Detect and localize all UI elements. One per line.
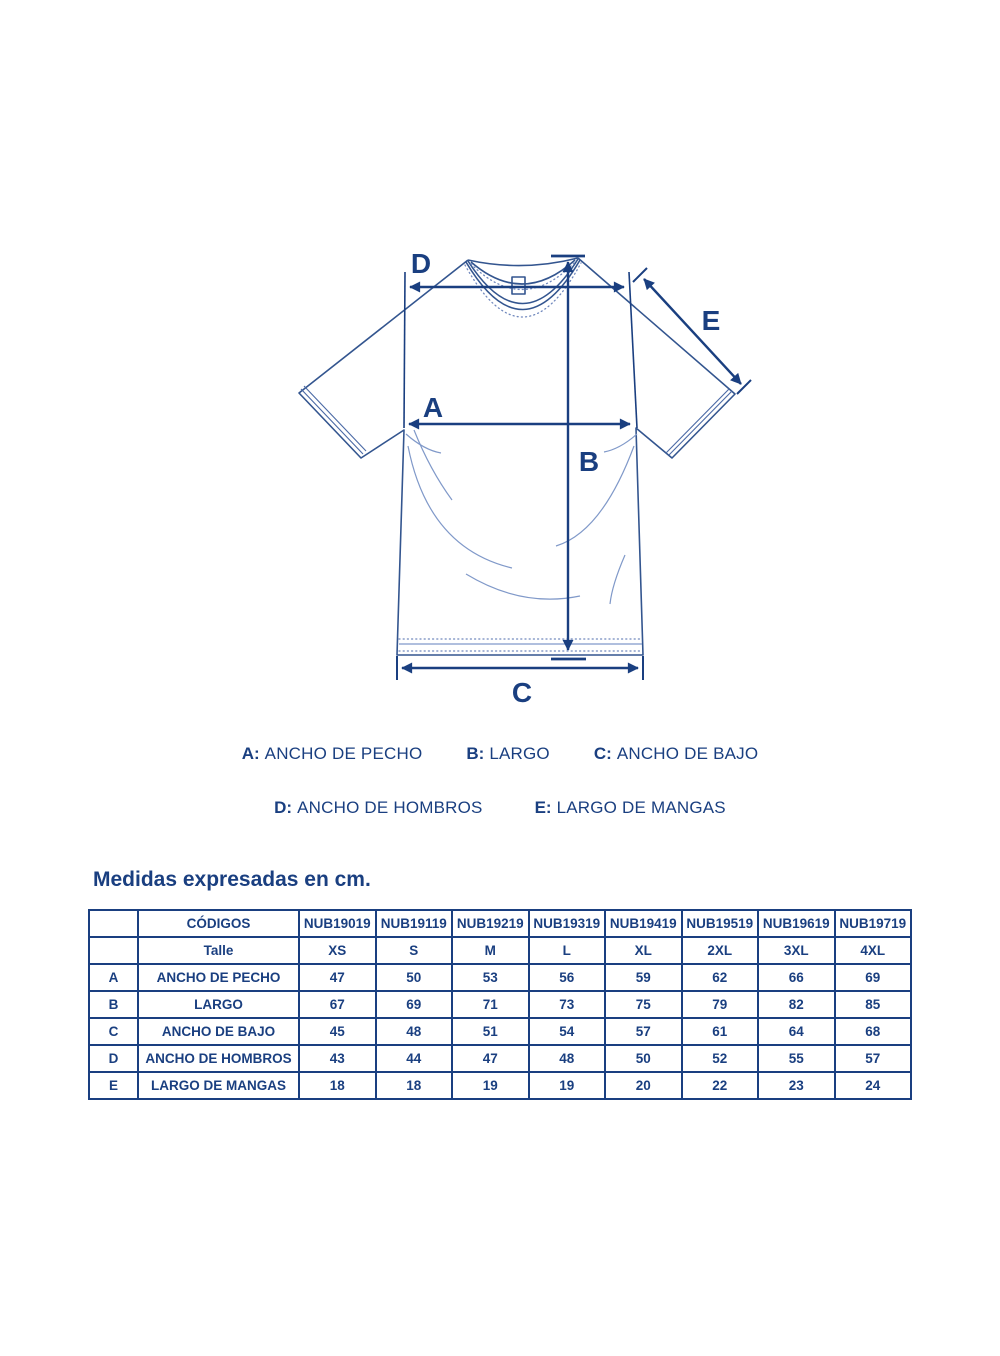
legend-key-a: A: — [241, 744, 260, 763]
value-cell: 85 — [835, 991, 912, 1018]
size-cell: 2XL — [682, 937, 759, 964]
codes-header: CÓDIGOS — [138, 910, 299, 937]
table-row-a — [89, 964, 911, 991]
code-cell: NUB19719 — [835, 910, 912, 937]
table-row-b — [89, 991, 911, 1018]
dimension-arrows — [397, 256, 751, 680]
size-cell: XL — [605, 937, 682, 964]
legend-item-e — [535, 798, 726, 818]
value-cell: 75 — [605, 991, 682, 1018]
legend-key-e: E: — [534, 798, 552, 817]
value-cell: 48 — [529, 1045, 606, 1072]
value-cell: 57 — [605, 1018, 682, 1045]
value-cell: 52 — [682, 1045, 759, 1072]
value-cell: 18 — [299, 1072, 376, 1099]
row-letter: D — [89, 1045, 138, 1072]
talle-header: Talle — [138, 937, 299, 964]
value-cell: 53 — [452, 964, 529, 991]
value-cell: 82 — [758, 991, 835, 1018]
value-cell: 48 — [376, 1018, 453, 1045]
value-cell: 23 — [758, 1072, 835, 1099]
size-cell: M — [452, 937, 529, 964]
dim-label-a: A — [422, 392, 444, 423]
dim-label-c: C — [511, 677, 533, 708]
corner-cell — [89, 937, 138, 964]
value-cell: 69 — [376, 991, 453, 1018]
dim-label-b: B — [578, 446, 600, 477]
dim-label-e: E — [701, 305, 721, 336]
legend-item-d — [274, 798, 482, 818]
code-cell: NUB19419 — [605, 910, 682, 937]
corner-cell — [89, 910, 138, 937]
value-cell: 59 — [605, 964, 682, 991]
dim-label-d: D — [410, 248, 432, 279]
size-cell: 4XL — [835, 937, 912, 964]
value-cell: 47 — [299, 964, 376, 991]
value-cell: 56 — [529, 964, 606, 991]
row-name: ANCHO DE BAJO — [138, 1018, 299, 1045]
size-cell: 3XL — [758, 937, 835, 964]
value-cell: 73 — [529, 991, 606, 1018]
legend-item-a — [242, 744, 423, 764]
extension-line-left — [404, 272, 405, 428]
value-cell: 50 — [605, 1045, 682, 1072]
legend-key-d: D: — [274, 798, 293, 817]
legend-label-b: LARGO — [489, 744, 550, 763]
table-row-sizes — [89, 937, 911, 964]
value-cell: 54 — [529, 1018, 606, 1045]
value-cell: 43 — [299, 1045, 376, 1072]
value-cell: 57 — [835, 1045, 912, 1072]
legend-key-c: C: — [593, 744, 612, 763]
row-letter: C — [89, 1018, 138, 1045]
value-cell: 22 — [682, 1072, 759, 1099]
legend-item-c — [594, 744, 758, 764]
legend-row-2 — [0, 798, 1000, 818]
row-letter: B — [89, 991, 138, 1018]
value-cell: 61 — [682, 1018, 759, 1045]
value-cell: 19 — [452, 1072, 529, 1099]
table-row-e — [89, 1072, 911, 1099]
row-letter: E — [89, 1072, 138, 1099]
row-name: LARGO — [138, 991, 299, 1018]
size-cell: S — [376, 937, 453, 964]
code-cell: NUB19319 — [529, 910, 606, 937]
neck-tag — [512, 277, 525, 294]
row-letter: A — [89, 964, 138, 991]
value-cell: 67 — [299, 991, 376, 1018]
value-cell: 50 — [376, 964, 453, 991]
value-cell: 79 — [682, 991, 759, 1018]
value-cell: 19 — [529, 1072, 606, 1099]
value-cell: 71 — [452, 991, 529, 1018]
code-cell: NUB19619 — [758, 910, 835, 937]
value-cell: 66 — [758, 964, 835, 991]
value-cell: 45 — [299, 1018, 376, 1045]
value-cell: 68 — [835, 1018, 912, 1045]
value-cell: 62 — [682, 964, 759, 991]
stitch-lines — [399, 262, 642, 651]
table-row-c — [89, 1018, 911, 1045]
extension-line-right — [629, 272, 637, 428]
legend-label-d: ANCHO DE HOMBROS — [297, 798, 483, 817]
value-cell: 20 — [605, 1072, 682, 1099]
value-cell: 47 — [452, 1045, 529, 1072]
size-cell: XS — [299, 937, 376, 964]
drape-lines — [399, 430, 642, 644]
legend-label-a: ANCHO DE PECHO — [264, 744, 423, 763]
size-table — [88, 909, 912, 1100]
table-row-codes — [89, 910, 911, 937]
measurements-title: Medidas expresadas en cm. — [93, 868, 371, 891]
code-cell: NUB19019 — [299, 910, 376, 937]
legend-label-c: ANCHO DE BAJO — [616, 744, 759, 763]
legend-item-b — [466, 744, 549, 764]
code-cell: NUB19119 — [376, 910, 453, 937]
row-name: LARGO DE MANGAS — [138, 1072, 299, 1099]
legend-label-e: LARGO DE MANGAS — [556, 798, 726, 817]
legend-row-1 — [0, 744, 1000, 764]
value-cell: 69 — [835, 964, 912, 991]
row-name: ANCHO DE HOMBROS — [138, 1045, 299, 1072]
size-cell: L — [529, 937, 606, 964]
value-cell: 51 — [452, 1018, 529, 1045]
value-cell: 24 — [835, 1072, 912, 1099]
arrow-e-sleeve — [644, 279, 741, 384]
value-cell: 44 — [376, 1045, 453, 1072]
code-cell: NUB19519 — [682, 910, 759, 937]
row-name: ANCHO DE PECHO — [138, 964, 299, 991]
value-cell: 64 — [758, 1018, 835, 1045]
code-cell: NUB19219 — [452, 910, 529, 937]
value-cell: 18 — [376, 1072, 453, 1099]
legend-key-b: B: — [466, 744, 485, 763]
value-cell: 55 — [758, 1045, 835, 1072]
table-row-d — [89, 1045, 911, 1072]
